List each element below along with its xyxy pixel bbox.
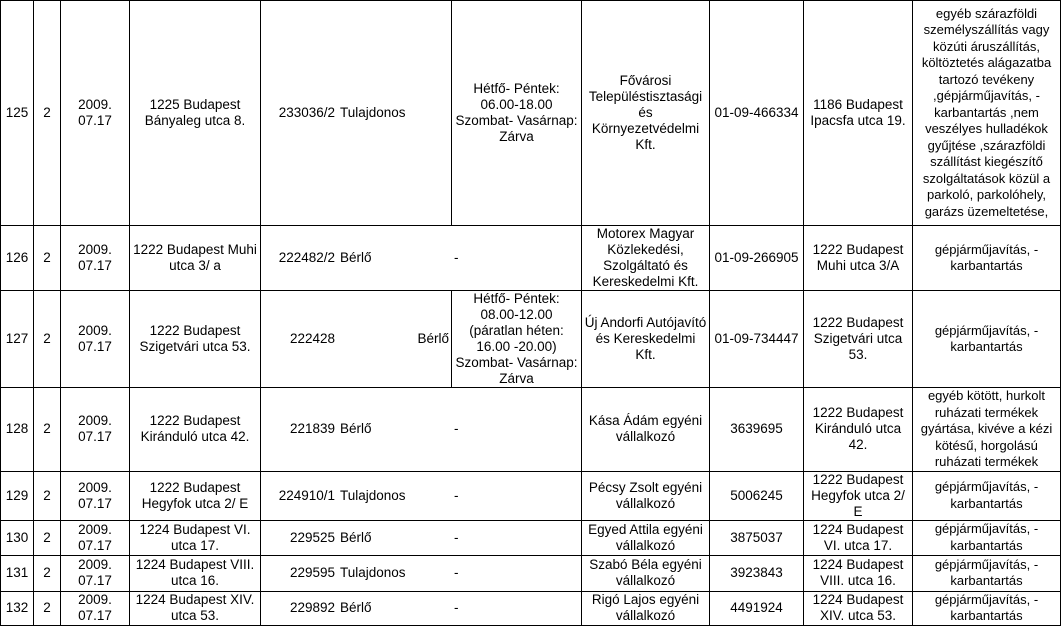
row-date: 2009. 07.17 <box>61 226 130 291</box>
lot-number: 233036/2 <box>261 1 338 226</box>
table-row <box>1 226 1061 291</box>
opening-hours: - <box>452 520 582 555</box>
site-address: 1224 Budapest VIII. utca 16. <box>130 555 261 591</box>
row-number: 125 <box>1 1 34 226</box>
lot-number: 229892 <box>261 591 338 625</box>
opening-hours: Hétfő- Péntek: 08.00-12.00 (páratlan héten: 16.00 -20.00) Szombat- Vasárnap: Zárva <box>452 291 582 388</box>
row-date: 2009. 07.17 <box>61 555 130 591</box>
opening-hours: - <box>452 226 582 291</box>
row-number: 130 <box>1 520 34 555</box>
row-date: 2009. 07.17 <box>61 471 130 520</box>
row-number: 129 <box>1 471 34 520</box>
activity-description: gépjárműjavítás, - karbantartás <box>913 555 1061 591</box>
row-count: 2 <box>34 471 61 520</box>
registration-number: 3923843 <box>710 555 804 591</box>
headquarters-address: 1222 Budapest Muhi utca 3/A <box>804 226 913 291</box>
row-count: 2 <box>34 388 61 472</box>
registration-number: 5006245 <box>710 471 804 520</box>
table-row <box>1 591 1061 625</box>
operator-name: Egyed Attila egyéni vállalkozó <box>582 520 710 555</box>
row-count: 2 <box>34 226 61 291</box>
registration-number: 3875037 <box>710 520 804 555</box>
site-address: 1224 Budapest XIV. utca 53. <box>130 591 261 625</box>
lot-number: 229595 <box>261 555 338 591</box>
ownership-status: Bérlő <box>338 520 452 555</box>
activity-description: egyéb kötött, hurkolt ruházati termékek gyártása, kivéve a kézi kötésű, horgolású ruházati termékek <box>913 388 1061 472</box>
site-address: 1222 Budapest Muhi utca 3/ a <box>130 226 261 291</box>
activity-description: egyéb szárazföldi személyszállítás vagy közúti áruszállítás, költöztetés alágazatba tartozó tevékeny ,gépjárműjavítás, - karbantartás ,nem veszélyes hulladékok gyűjtése ,szárazföldi szállítást kiegészítő szolgáltatások közül a parkoló, parkolóhely, garázs üzemeltetése, <box>913 1 1061 226</box>
table-row <box>1 388 1061 472</box>
opening-hours: Hétfő- Péntek: 06.00-18.00 Szombat- Vasárnap: Zárva <box>452 1 582 226</box>
lot-number: 221839 <box>261 388 338 472</box>
headquarters-address: 1224 Budapest VIII. utca 16. <box>804 555 913 591</box>
operator-name: Motorex Magyar Közlekedési, Szolgáltató és Kereskedelmi Kft. <box>582 226 710 291</box>
operator-name: Kása Ádám egyéni vállalkozó <box>582 388 710 472</box>
lot-number: 222428 <box>261 291 338 388</box>
row-number: 127 <box>1 291 34 388</box>
operator-name: Új Andorfi Autójavító és Kereskedelmi Kft. <box>582 291 710 388</box>
site-address: 1222 Budapest Kiránduló utca 42. <box>130 388 261 472</box>
site-address: 1225 Budapest Bányaleg utca 8. <box>130 1 261 226</box>
row-date: 2009. 07.17 <box>61 1 130 226</box>
headquarters-address: 1222 Budapest Kiránduló utca 42. <box>804 388 913 472</box>
registration-number: 4491924 <box>710 591 804 625</box>
headquarters-address: 1222 Budapest Szigetvári utca 53. <box>804 291 913 388</box>
opening-hours: - <box>452 388 582 472</box>
row-number: 131 <box>1 555 34 591</box>
table-row <box>1 555 1061 591</box>
registration-number: 01-09-266905 <box>710 226 804 291</box>
site-address: 1224 Budapest VI. utca 17. <box>130 520 261 555</box>
row-date: 2009. 07.17 <box>61 591 130 625</box>
headquarters-address: 1224 Budapest VI. utca 17. <box>804 520 913 555</box>
operator-name: Fővárosi Településtisztasági és Környezetvédelmi Kft. <box>582 1 710 226</box>
opening-hours: - <box>452 591 582 625</box>
opening-hours: - <box>452 555 582 591</box>
ownership-status: Bérlő <box>338 591 452 625</box>
table-row <box>1 1 1061 226</box>
registration-number: 3639695 <box>710 388 804 472</box>
activity-description: gépjárműjavítás, - karbantartás <box>913 591 1061 625</box>
opening-hours: - <box>452 471 582 520</box>
ownership-status: Tulajdonos <box>338 1 452 226</box>
table-row <box>1 520 1061 555</box>
activity-description: gépjárműjavítás, - karbantartás <box>913 471 1061 520</box>
row-date: 2009. 07.17 <box>61 388 130 472</box>
headquarters-address: 1222 Budapest Hegyfok utca 2/ E <box>804 471 913 520</box>
site-address: 1222 Budapest Szigetvári utca 53. <box>130 291 261 388</box>
activity-description: gépjárműjavítás, - karbantartás <box>913 226 1061 291</box>
lot-number: 229525 <box>261 520 338 555</box>
table-row <box>1 471 1061 520</box>
table-row <box>1 291 1061 388</box>
row-date: 2009. 07.17 <box>61 291 130 388</box>
activity-description: gépjárműjavítás, - karbantartás <box>913 520 1061 555</box>
registration-number: 01-09-734447 <box>710 291 804 388</box>
row-count: 2 <box>34 591 61 625</box>
row-number: 128 <box>1 388 34 472</box>
ownership-status: Bérlő <box>338 226 452 291</box>
ownership-status: Tulajdonos <box>338 471 452 520</box>
activity-description: gépjárműjavítás, - karbantartás <box>913 291 1061 388</box>
table-body <box>1 1 1061 626</box>
headquarters-address: 1224 Budapest XIV. utca 53. <box>804 591 913 625</box>
row-date: 2009. 07.17 <box>61 520 130 555</box>
lot-number: 222482/2 <box>261 226 338 291</box>
operator-name: Rigó Lajos egyéni vállalkozó <box>582 591 710 625</box>
row-count: 2 <box>34 555 61 591</box>
row-count: 2 <box>34 1 61 226</box>
ownership-status: Bérlő <box>338 388 452 472</box>
headquarters-address: 1186 Budapest Ipacsfa utca 19. <box>804 1 913 226</box>
operator-name: Szabó Béla egyéni vállalkozó <box>582 555 710 591</box>
site-address: 1222 Budapest Hegyfok utca 2/ E <box>130 471 261 520</box>
lot-number: 224910/1 <box>261 471 338 520</box>
row-number: 126 <box>1 226 34 291</box>
row-number: 132 <box>1 591 34 625</box>
ownership-status: Tulajdonos <box>338 555 452 591</box>
ownership-status: Bérlő <box>338 291 452 388</box>
operator-name: Pécsy Zsolt egyéni vállalkozó <box>582 471 710 520</box>
registration-number: 01-09-466334 <box>710 1 804 226</box>
row-count: 2 <box>34 520 61 555</box>
row-count: 2 <box>34 291 61 388</box>
